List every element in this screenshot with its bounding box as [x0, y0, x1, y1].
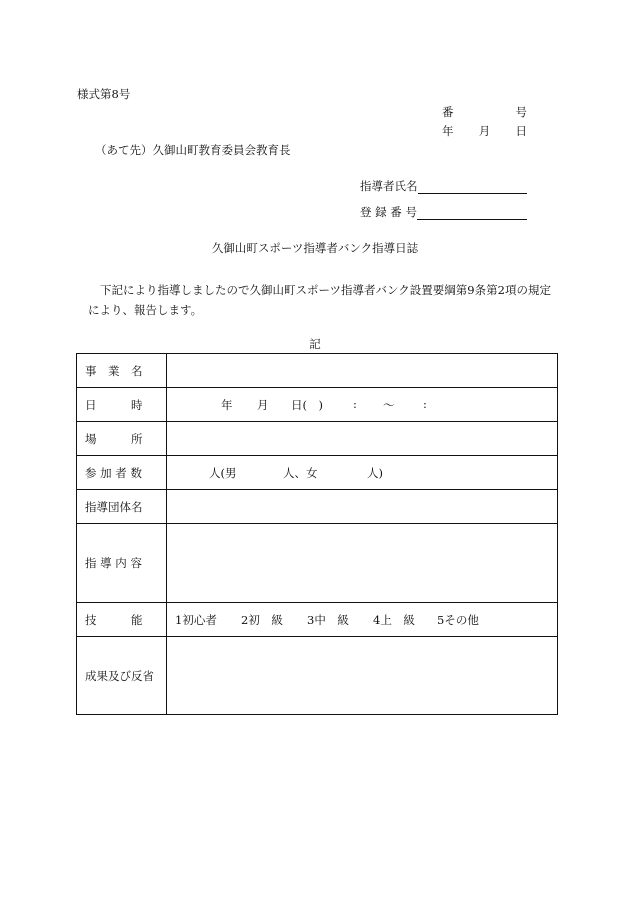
- project-name-cell[interactable]: [167, 354, 558, 388]
- body-text: 下記により指導しましたので久御山町スポーツ指導者バンク設置要綱第9条第2項の規定により、報告します。: [88, 283, 551, 317]
- document-title: 久御山町スポーツ指導者バンク指導日誌: [211, 241, 419, 255]
- instructor-name-field[interactable]: [360, 178, 527, 194]
- skill-level-4[interactable]: 4上 級: [373, 612, 415, 627]
- results-cell[interactable]: [167, 637, 558, 715]
- date-month-label: 月: [478, 124, 491, 138]
- table-row: [77, 637, 558, 715]
- log-table: [76, 353, 558, 715]
- form-number: 様式第8号: [77, 87, 131, 101]
- skill-level-5[interactable]: 5その他: [437, 612, 479, 627]
- place-cell[interactable]: [167, 422, 558, 456]
- date-day-label: 日: [515, 124, 527, 138]
- participants-cell[interactable]: [167, 456, 558, 490]
- participants-close: 人): [367, 465, 383, 480]
- skill-level-1[interactable]: 1初心者: [175, 612, 217, 627]
- table-row: [77, 524, 558, 603]
- table-row: [77, 388, 558, 422]
- dt-tilde: 〜: [383, 397, 395, 412]
- datetime-cell[interactable]: [167, 388, 558, 422]
- registration-number-line[interactable]: [417, 206, 527, 220]
- dt-month: 月: [257, 397, 269, 412]
- results-label: 成果及び反省: [77, 637, 167, 715]
- ki-marker: 記: [309, 337, 321, 351]
- table-row: [77, 456, 558, 490]
- dt-colon-1: :: [353, 396, 357, 411]
- skill-label: 技 能: [77, 603, 167, 637]
- participants-male: 人(男: [209, 465, 237, 480]
- document-date-line: [442, 123, 527, 139]
- addressee: （あて先）久御山町教育委員会教育長: [95, 143, 291, 157]
- registration-number-field[interactable]: [360, 204, 527, 220]
- skill-level-3[interactable]: 3中 級: [307, 612, 349, 627]
- project-name-label: 事 業 名: [77, 354, 167, 388]
- group-name-label: 指導団体名: [77, 490, 167, 524]
- datetime-label: 日 時: [77, 388, 167, 422]
- place-label: 場 所: [77, 422, 167, 456]
- number-label-go: 号: [515, 105, 527, 119]
- table-row: [77, 354, 558, 388]
- dt-year: 年: [221, 397, 233, 412]
- document-number-line: [442, 104, 527, 120]
- instructor-name-label: 指導者氏名: [360, 179, 418, 193]
- content-cell[interactable]: [167, 524, 558, 603]
- skill-cell[interactable]: [167, 603, 558, 637]
- table-row: [77, 422, 558, 456]
- dt-colon-2: :: [423, 396, 427, 411]
- instructor-name-line[interactable]: [418, 180, 528, 194]
- participants-label: 参 加 者 数: [77, 456, 167, 490]
- skill-level-2[interactable]: 2初 級: [241, 612, 283, 627]
- table-row: [77, 490, 558, 524]
- content-label: 指 導 内 容: [77, 524, 167, 603]
- registration-number-label: 登 録 番 号: [360, 205, 417, 219]
- group-name-cell[interactable]: [167, 490, 558, 524]
- participants-female: 人、女: [283, 465, 318, 480]
- table-row: [77, 603, 558, 637]
- date-year-label: 年: [442, 124, 454, 138]
- number-label-ban: 番: [442, 105, 454, 119]
- dt-day: 日( ): [291, 397, 323, 412]
